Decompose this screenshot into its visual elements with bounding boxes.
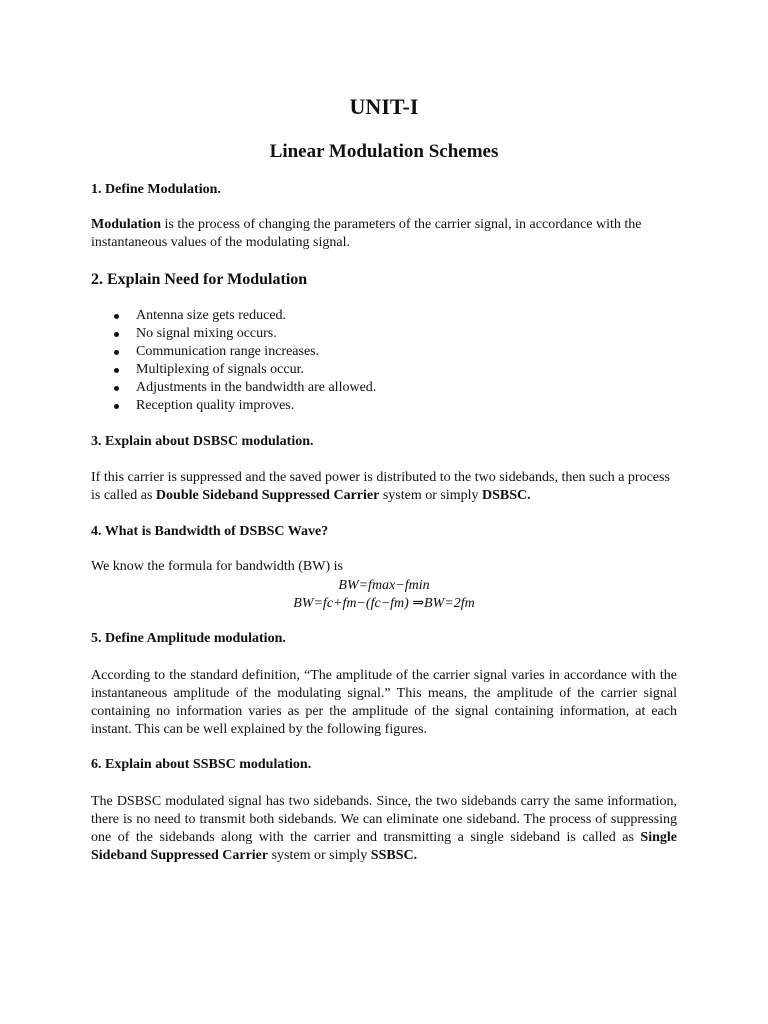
section-5-paragraph: According to the standard definition, “The amplitude of the carrier signal varies in accordance with the instantaneous amplitude of the modulating signal.” This means, the amplitude of the carrier signal containing no information varies as per the amplitude of the signal containing information, at each instant. This can be well explained by the following figures. [91,668,677,737]
section-5-heading: 5. Define Amplitude modulation. [91,631,286,646]
section-6-text-a: The DSBSC modulated signal has two sidebands. Since, the two sidebands carry the same information, there is no need to transmit both sidebands. We can eliminate one sideband. The process of suppressing one of the sidebands along with the carrier and transmitting a single sideband is called as [91,794,677,845]
need-for-modulation-list [91,307,677,415]
section-1-text: is the process of changing the parameters of the carrier signal, in accordance with the instantaneous values of the modulating signal. [91,217,642,250]
list-item: Communication range increases. [91,343,677,361]
formula-part-b: BW=2fm [424,596,475,611]
list-item: Adjustments in the bandwidth are allowed. [91,379,677,397]
term-dsbsc: DSBSC. [482,488,531,503]
section-1-heading: 1. Define Modulation. [91,182,221,197]
document-title: Linear Modulation Schemes [269,141,499,162]
section-3-text-a: If this carrier is suppressed and the saved power is distributed to the two sidebands, then such a process is called as [91,470,670,503]
section-2-heading: 2. Explain Need for Modulation [91,271,308,288]
term-modulation: Modulation [91,217,162,232]
section-6-text-b: system or simply [268,848,371,863]
section-3-heading: 3. Explain about DSBSC modulation. [91,434,314,449]
formula-part-a: BW=fc+fm−(fc−fm) [293,596,409,611]
formula-bandwidth: BW=fmax−fmin [338,578,430,593]
section-6-paragraph [91,793,677,865]
list-item: Reception quality improves. [91,397,677,415]
list-item: Antenna size gets reduced. [91,307,677,325]
formula-bandwidth-dsbsc [0,595,768,613]
section-3-paragraph [91,469,677,505]
section-1-paragraph [91,216,677,252]
unit-title: UNIT-I [349,94,419,119]
term-dsbsc-full: Double Sideband Suppressed Carrier [155,488,380,503]
list-item: No signal mixing occurs. [91,325,677,343]
section-3-text-b: system or simply [379,488,482,503]
section-4-heading: 4. What is Bandwidth of DSBSC Wave? [91,524,329,539]
term-ssbsc-full: Single Sideband Suppressed Carrier [91,830,677,863]
section-6-heading: 6. Explain about SSBSC modulation. [91,757,312,772]
implies-symbol: ⇒ [408,596,425,611]
term-ssbsc: SSBSC. [370,848,418,863]
list-item: Multiplexing of signals occur. [91,361,677,379]
section-4-text: We know the formula for bandwidth (BW) is [91,559,343,574]
